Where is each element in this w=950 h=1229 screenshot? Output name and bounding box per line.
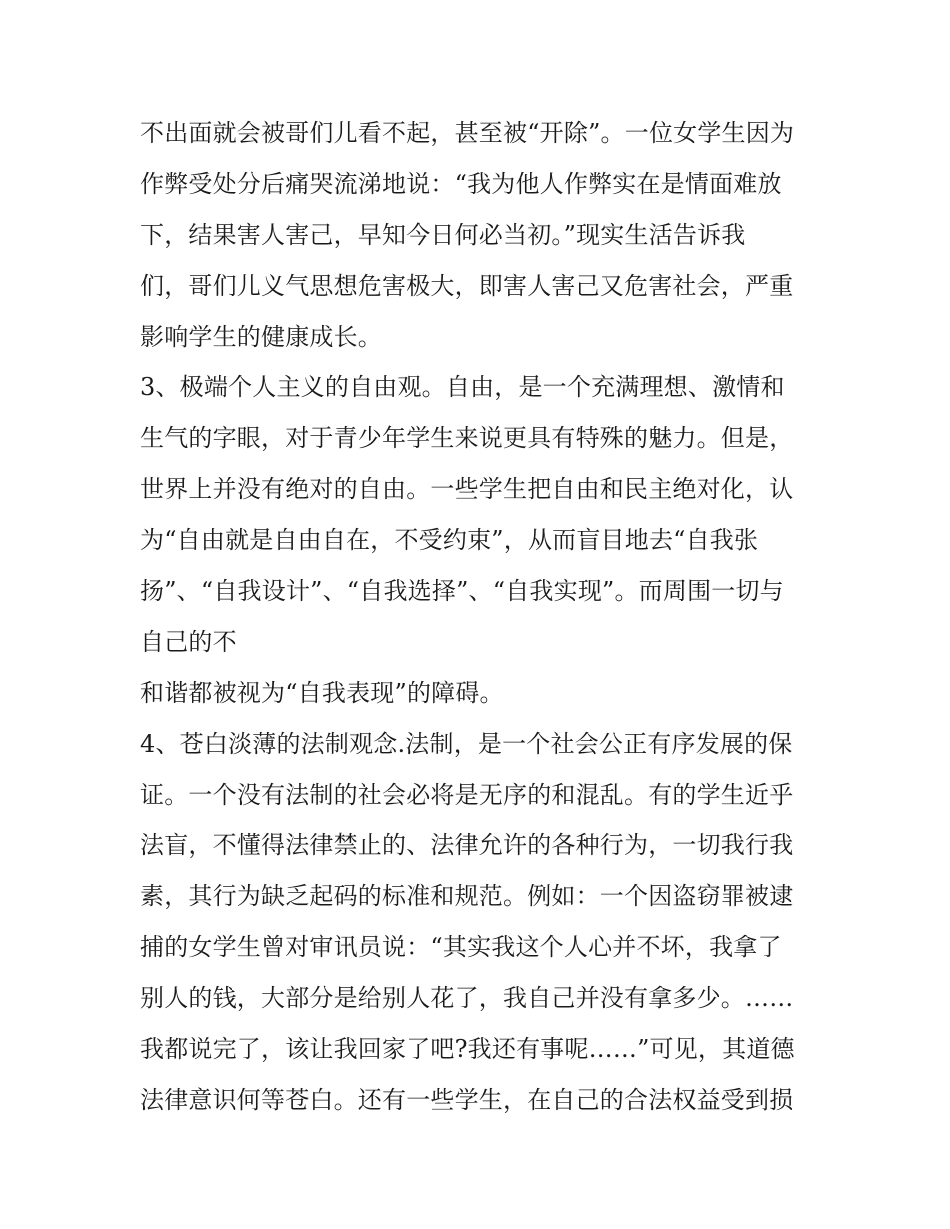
text-line: 下，结果害人害己，早知今日何必当初。”现实生活告诉我: [140, 220, 746, 249]
text-line: 生气的字眼，对于青少年学生来说更具有特殊的魅力。但是，: [140, 424, 794, 453]
text-line: 作弊受处分后痛哭流涕地说：“我为他人作弊实在是情面难放: [140, 169, 782, 198]
text-line: 别人的钱，大部分是给别人花了，我自己并没有拿多少。……: [140, 984, 794, 1013]
text-line: 法律意识何等苍白。还有一些学生，在自己的合法权益受到损: [140, 1085, 794, 1114]
text-line: 素，其行为缺乏起码的标准和规范。例如：一个因盗窃罪被逮: [140, 882, 794, 911]
text-line: 们，哥们儿义气思想危害极大，即害人害己又危害社会，严重: [140, 271, 794, 300]
text-line: 捕的女学生曾对审讯员说：“其实我这个人心并不坏，我拿了: [140, 933, 782, 962]
text-line: 自己的不: [140, 627, 237, 656]
text-line: 证。一个没有法制的社会必将是无序的和混乱。有的学生近乎: [140, 780, 794, 809]
text-line: 世界上并没有绝对的自由。一些学生把自由和民主绝对化，认: [140, 475, 794, 504]
text-line: 为“自由就是自由自在，不受约束”，从而盲目地去“自我张: [140, 526, 759, 555]
text-line: 我都说完了，该让我回家了吧?我还有事呢……”可见，其道德: [140, 1035, 795, 1064]
section-3-heading-line: 3、极端个人主义的自由观。自由，是一个充满理想、激情和: [140, 373, 785, 402]
text-line: 和谐都被视为“自我表现”的障碍。: [140, 678, 504, 707]
text-line: 不出面就会被哥们儿看不起，甚至被“开除”。一位女学生因为: [140, 119, 795, 147]
text-line: 扬”、“自我设计”、“自我选择”、“自我实现”。而周围一切与: [140, 577, 784, 606]
document-body: [140, 108, 830, 1126]
section-4-heading-line: 4、苍白淡薄的法制观念.法制，是一个社会公正有序发展的保: [140, 729, 793, 758]
text-line: 法盲，不懂得法律禁止的、法律允许的各种行为，一切我行我: [140, 831, 794, 860]
text-line: 影响学生的健康成长。: [140, 322, 382, 351]
